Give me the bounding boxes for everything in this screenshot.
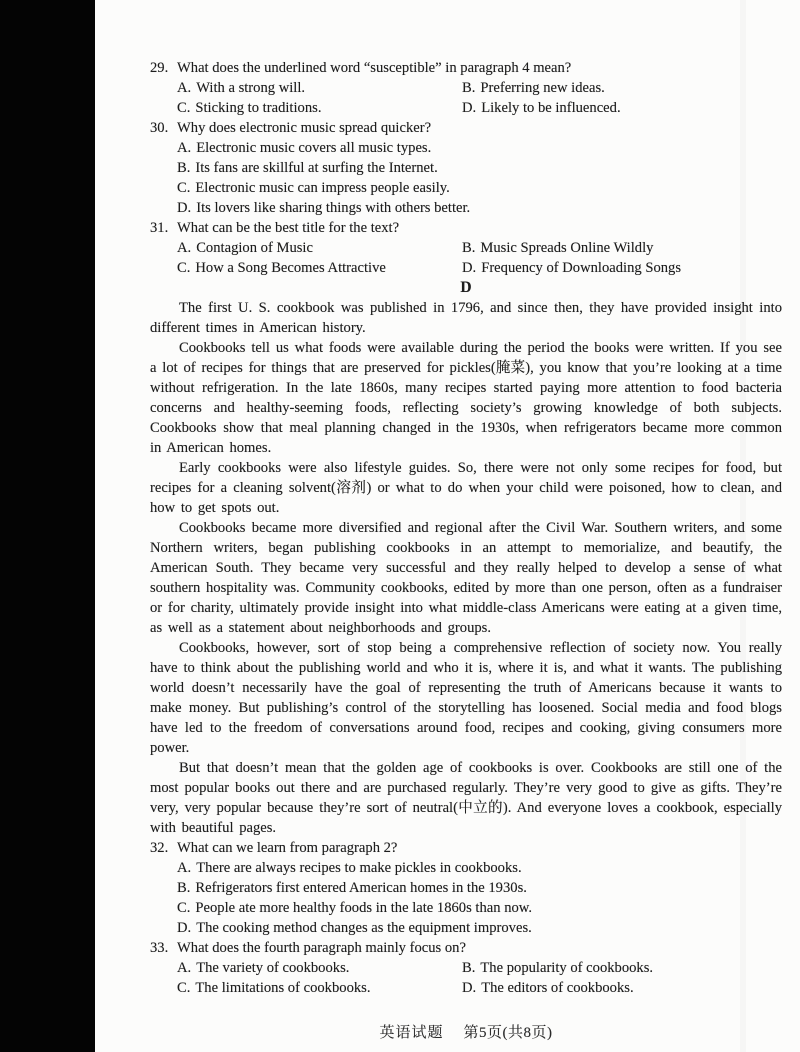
option-c <box>177 258 462 278</box>
question-text: Why does electronic music spread quicker? <box>177 120 432 136</box>
option-a <box>177 78 462 98</box>
option-label: A. <box>177 80 192 96</box>
option-a <box>177 138 431 158</box>
option-text: The editors of cookbooks. <box>481 980 634 996</box>
passage-paragraph-6: But that doesn’t mean that the golden age of cookbooks is over. Cookbooks are still one of the most popular books out there and are purchased regularly. They’re very good to give as gifts. They’re very, very popular because they’re sort of neutral(中立的). And everyone loves a cookbook, especially with beautiful pages. <box>150 760 782 836</box>
passage-paragraph-5: Cookbooks, however, sort of stop being a comprehensive reflection of society now. You really have to think about the publishing world and who it is, where it is, and what it wants. The publishing world doesn’t necessarily have the goal of representing the truth of Americans because it wants to make money. But publishing’s control of the storytelling has loosened. Social media and food blogs have led to the freedom of conversations around food, recipes and cooking, giving consumers more power. <box>150 640 782 756</box>
option-label: A. <box>177 240 192 256</box>
option-label: B. <box>177 880 191 896</box>
option-text: The cooking method changes as the equipment improves. <box>196 920 532 936</box>
option-text: How a Song Becomes Attractive <box>195 260 386 276</box>
option-label: B. <box>462 240 476 256</box>
question-33 <box>150 938 782 998</box>
option-c <box>177 98 462 118</box>
question-31-options <box>150 238 782 278</box>
option-label: B. <box>177 160 191 176</box>
option-label: C. <box>177 900 191 916</box>
option-label: A. <box>177 140 192 156</box>
option-d <box>177 198 470 218</box>
question-33-options <box>150 958 782 998</box>
option-text: The variety of cookbooks. <box>196 960 350 976</box>
option-text: Likely to be influenced. <box>481 100 621 116</box>
option-text: Its lovers like sharing things with others better. <box>196 200 471 216</box>
question-29-options <box>150 78 782 118</box>
option-c <box>177 178 450 198</box>
section-label-d: D <box>460 279 472 296</box>
reading-passage-d <box>150 298 782 838</box>
question-text: What can be the best title for the text? <box>177 220 400 236</box>
option-a <box>177 238 462 258</box>
question-32-options <box>150 858 782 938</box>
option-text: Contagion of Music <box>196 240 313 256</box>
option-b <box>177 158 438 178</box>
option-label: C. <box>177 100 191 116</box>
option-label: D. <box>462 260 477 276</box>
option-text: There are always recipes to make pickles in cookbooks. <box>196 860 522 876</box>
option-b <box>462 238 782 258</box>
question-number: 31. <box>150 220 169 236</box>
option-c <box>177 898 532 918</box>
question-number: 33. <box>150 940 169 956</box>
option-label: C. <box>177 980 191 996</box>
question-29 <box>150 58 782 118</box>
option-text: People ate more healthy foods in the late 1860s than now. <box>195 900 533 916</box>
option-label: A. <box>177 960 192 976</box>
option-b <box>462 958 782 978</box>
option-text: Frequency of Downloading Songs <box>481 260 682 276</box>
option-text: Electronic music covers all music types. <box>196 140 432 156</box>
passage-paragraph-2: Cookbooks tell us what foods were available during the period the books were written. If you see a lot of recipes for things that are preserved for pickles(腌菜), you know that you’re looking at a time without refrigeration. In the late 1860s, many recipes started paying more attention to food bacteria concerns and healthy-seeming foods, reflecting society’s growing knowledge of both subjects. Cookbooks show that meal planning changed in the 1930s, when refrigerators became more common in American homes. <box>150 340 782 456</box>
option-a <box>177 958 462 978</box>
passage-paragraph-1: The first U. S. cookbook was published in 1796, and since then, they have provided insight into different times in American history. <box>150 300 782 336</box>
question-text: What can we learn from paragraph 2? <box>177 840 398 856</box>
option-d <box>462 258 782 278</box>
question-number: 29. <box>150 60 169 76</box>
footer-page-number: 第5页(共8页) <box>463 1025 553 1041</box>
option-text: The popularity of cookbooks. <box>480 960 654 976</box>
question-32 <box>150 838 782 938</box>
option-text: Preferring new ideas. <box>480 80 605 96</box>
option-label: B. <box>462 960 476 976</box>
exam-content <box>150 58 782 998</box>
question-text: What does the underlined word “susceptible” in paragraph 4 mean? <box>177 60 572 76</box>
option-label: C. <box>177 260 191 276</box>
option-b <box>462 78 782 98</box>
option-b <box>177 878 527 898</box>
page-footer <box>150 1021 782 1042</box>
question-30-options <box>150 138 782 218</box>
option-text: Its fans are skillful at surfing the Internet. <box>195 160 438 176</box>
option-label: A. <box>177 860 192 876</box>
option-label: D. <box>177 920 192 936</box>
option-c <box>177 978 462 998</box>
option-d <box>462 98 782 118</box>
option-label: D. <box>177 200 192 216</box>
question-number: 32. <box>150 840 169 856</box>
option-text: The limitations of cookbooks. <box>195 980 371 996</box>
option-text: Refrigerators first entered American homes in the 1930s. <box>195 880 527 896</box>
option-text: With a strong will. <box>196 80 306 96</box>
option-a <box>177 858 522 878</box>
option-d <box>177 918 532 938</box>
scan-black-margin <box>0 0 95 1052</box>
question-text: What does the fourth paragraph mainly focus on? <box>177 940 466 956</box>
option-d <box>462 978 782 998</box>
footer-doc-title: 英语试题 <box>379 1025 444 1041</box>
option-label: B. <box>462 80 476 96</box>
option-label: D. <box>462 100 477 116</box>
option-label: D. <box>462 980 477 996</box>
question-30 <box>150 118 782 218</box>
option-text: Electronic music can impress people easily. <box>195 180 450 196</box>
option-text: Sticking to traditions. <box>195 100 322 116</box>
question-31 <box>150 218 782 278</box>
question-number: 30. <box>150 120 169 136</box>
option-label: C. <box>177 180 191 196</box>
passage-paragraph-3: Early cookbooks were also lifestyle guides. So, there were not only some recipes for food, but recipes for a cleaning solvent(溶剂) or what to do when your child were poisoned, how to clean, and how to get spots out. <box>150 460 782 516</box>
option-text: Music Spreads Online Wildly <box>480 240 654 256</box>
passage-paragraph-4: Cookbooks became more diversified and regional after the Civil War. Southern writers, and some Northern writers, began publishing cookbooks in an attempt to memorialize, and beautify, the American South. They became very successful and they really helped to develop a sense of what southern hospitality was. Community cookbooks, edited by more than one person, often as a fundraiser or for charity, ultimately provide insight into what middle-class Americans were eating at a given time, as well as a statement about neighborhoods and groups. <box>150 520 782 636</box>
